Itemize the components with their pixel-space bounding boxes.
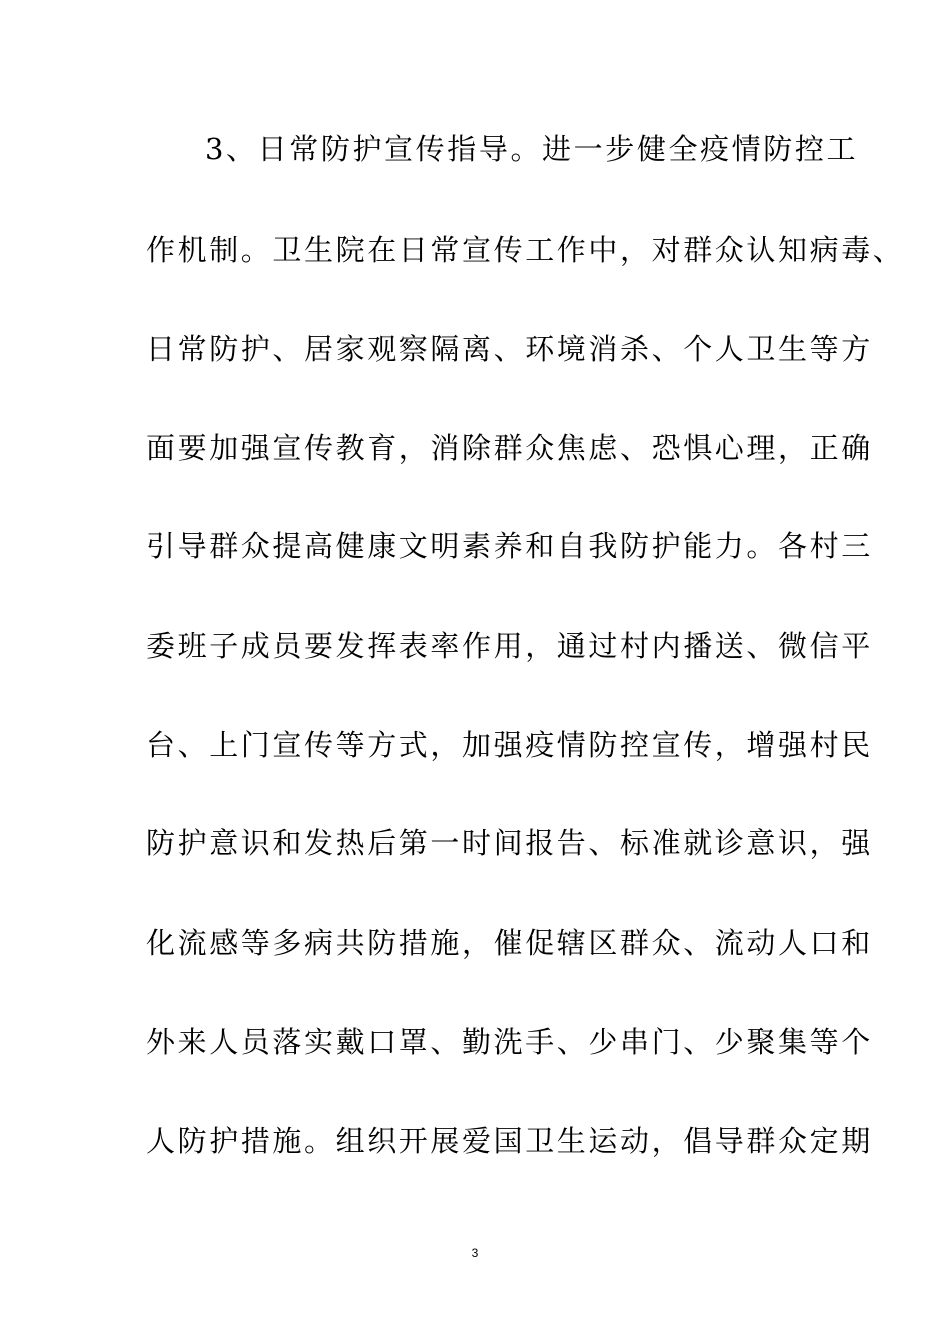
paragraph-line: 作机制。卫生院在日常宣传工作中，对群众认知病毒、 <box>146 233 905 267</box>
paragraph-line: 防护意识和发热后第一时间报告、标准就诊意识，强 <box>146 826 873 860</box>
paragraph-line: 日常防护、居家观察隔离、环境消杀、个人卫生等方 <box>146 332 873 366</box>
paragraph-line: 委班子成员要发挥表率作用，通过村内播送、微信平 <box>146 629 873 663</box>
page-number: 3 <box>471 1246 479 1260</box>
paragraph-line: 化流感等多病共防措施，催促辖区群众、流动人口和 <box>146 926 873 960</box>
paragraph-line: 引导群众提高健康文明素养和自我防护能力。各村三 <box>146 529 873 563</box>
paragraph-line: 3、日常防护宣传指导。进一步健全疫情防控工 <box>205 132 859 166</box>
paragraph-line: 台、上门宣传等方式，加强疫情防控宣传，增强村民 <box>146 728 873 762</box>
paragraph-line: 面要加强宣传教育，消除群众焦虑、恐惧心理，正确 <box>146 431 873 465</box>
paragraph-line: 人防护措施。组织开展爱国卫生运动，倡导群众定期 <box>146 1124 873 1158</box>
paragraph-line: 外来人员落实戴口罩、勤洗手、少串门、少聚集等个 <box>146 1025 873 1059</box>
